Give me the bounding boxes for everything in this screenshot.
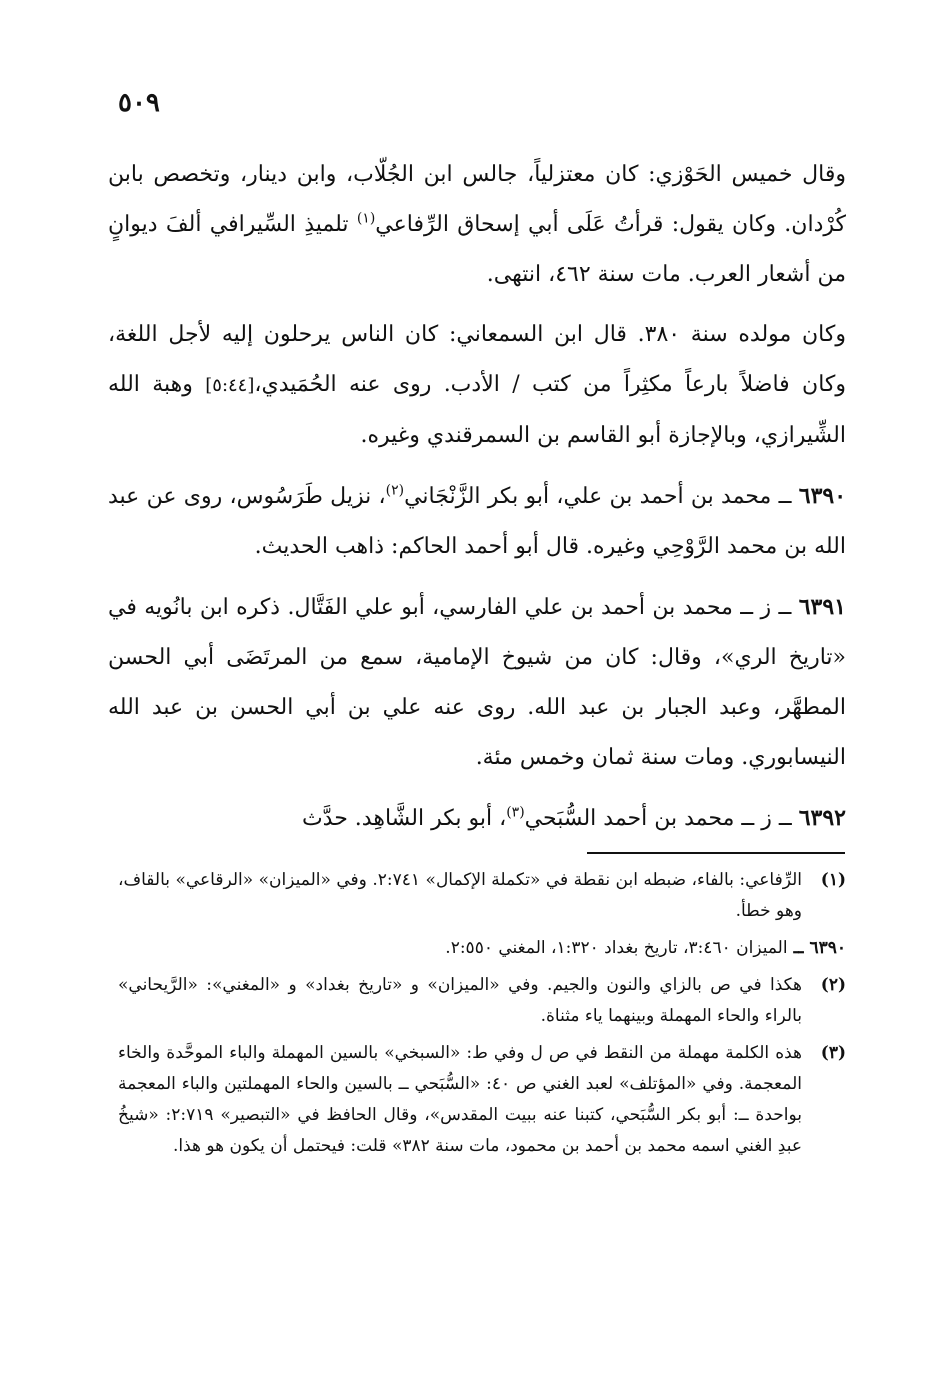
footnote-ref: (٣) (506, 804, 525, 821)
footnote-mark: (٢) (820, 975, 846, 995)
footnote-mark: (١) (820, 870, 846, 890)
entry-text: ــ ز ــ محمد بن أحمد بن علي الفارسي، أبو علي الفَتَّال. ذكره ابن بانُويه في «تاريخ الري»، وقال: كان من شيوخ الإمامية، سمع من المرتَضَى أبي الحسن المطهَّر، وعبد الجبار بن عبد الله. روى عنه علي بن أبي الحسن بن عبد الله النيسابوري. ومات سنة ثمان وخمس مئة. (108, 595, 846, 770)
entry-number: ٦٣٩٢ (798, 805, 846, 831)
paragraph-text: تلميذِ السِّيرافي ألفَ ديوانٍ من أشعار العرب. مات سنة ٤٦٢، انتهى. (108, 212, 846, 287)
paragraph (108, 150, 846, 300)
entry-number: ٦٣٩١ (798, 594, 846, 620)
footnote-text: هذه الكلمة مهملة من النقط في ص ل وفي ط: «السبخي» بالسين المهملة والباء الموحَّدة والخاء المعجمة. وفي «المؤتلف» لعبد الغني ص ٤٠: «السُّبَحي ــ بالسين والحاء المهملتين والباء المعجمة بواحدة ــ: أبو بكر السُّبَحي، كتبنا عنه ببيت المقدس»، وقال الحافظ في «التبصير» ٢:٧١٩: «شيخُ عبدِ الغني اسمه محمد بن أحمد بن محمود، مات سنة ٣٨٢» قلت: فيحتمل أن يكون هو هذا. (118, 1043, 803, 1156)
footnote-text: هكذا في ص بالزاي والنون والجيم. وفي «الميزان» و «تاريخ بغداد» و «المغني»: «الرَّيحاني» بالراء والحاء المهملة وبينهما ياء مثناة. (118, 975, 802, 1026)
entry-text: ــ ز ــ محمد بن أحمد السُّبَحي (524, 806, 799, 831)
footnote-ref: (١) (356, 210, 376, 227)
footnote-mark: ٦٣٩٠ ــ (793, 938, 846, 958)
entry (108, 582, 846, 783)
footnote (118, 865, 846, 927)
footnote-mark: (٣) (820, 1043, 846, 1063)
entry (108, 793, 846, 844)
page-number: ٥٠٩ (118, 88, 160, 118)
footnote-divider (587, 852, 845, 854)
footnote (118, 970, 846, 1032)
footnote-text: الميزان ٣:٤٦٠، تاريخ بغداد ١:٣٢٠، المغني ٢:٥٥٠. (445, 938, 788, 958)
main-text (108, 150, 846, 854)
paragraph-text: وقال خميس الحَوْزي: كان معتزلياً، جالس ابن الجُلّاب، وابن دينار، وتخصص بابن كُرْدان. وكان يقول: قرأتُ عَلَى أبي إسحاق الرِّفاعي (108, 162, 846, 237)
paragraph-text: وكان مولده سنة ٣٨٠. قال ابن السمعاني: كان الناس يرحلون إليه لأجل اللغة، وكان فاضلاً بارعاً مكثِراً من كتب / الأدب. روى عنه الحُمَيدي، (108, 322, 847, 397)
footnote (118, 1038, 846, 1162)
paragraph-text: وهبة الله الشِّيرازي، وبالإجازة أبو القاسم بن السمرقندي وغيره. (108, 372, 846, 448)
entry-number: ٦٣٩٠ (798, 483, 847, 509)
footnotes (118, 865, 846, 1168)
footnote-text: الرِّفاعي: بالفاء، ضبطه ابن نقطة في «تكملة الإكمال» ٢:٧٤١. وفي «الميزان» «الرقاعي» بالقاف، وهو خطأ. (118, 870, 802, 921)
paragraph (108, 310, 846, 461)
footnote-ref: (٢) (385, 482, 405, 499)
entry-text: ، أبو بكر الشَّاهِد. حدَّث (301, 806, 507, 831)
footnote (118, 933, 846, 964)
entry-text: ، نزيل طَرَسُوس، روى عن عبد الله بن محمد الرَّوْحِي وغيره. قال أبو أحمد الحاكم: ذاهب الحديث. (108, 484, 846, 559)
entry-text: ــ محمد بن أحمد بن علي، أبو بكر الزَّنْجَاني (404, 484, 799, 509)
entry (108, 471, 846, 572)
margin-reference: [٥:٤٤] (205, 375, 255, 396)
